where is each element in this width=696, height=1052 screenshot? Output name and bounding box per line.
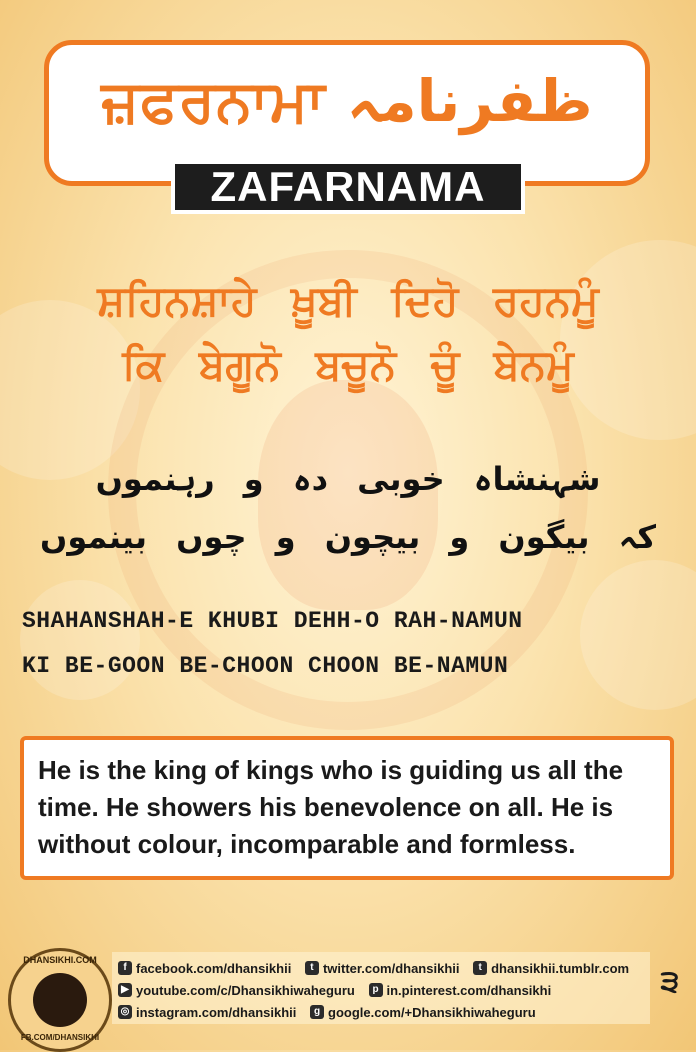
urdu-line-2: کہ بیگون و بیچون و چوں بینموں: [40, 518, 656, 556]
meaning-card: [20, 736, 674, 880]
footer: [0, 926, 696, 1050]
social-row-1: [118, 958, 639, 978]
social-row-3: [118, 1002, 546, 1022]
tumblr-link-text: dhansikhii.tumblr.com: [491, 960, 630, 976]
page-number: ੩: [660, 964, 680, 999]
transliteration-line-2: KI BE-GOON BE-CHOON CHOON BE-NAMUN: [22, 653, 509, 679]
logo-text-bottom: FB.COM/DHANSIKHI: [20, 1033, 100, 1042]
pinterest-link[interactable]: [369, 983, 552, 998]
transliteration-line-1: SHAHANSHAH-E KHUBI DEHH-O RAH-NAMUN: [22, 608, 523, 634]
dhansikhi-logo[interactable]: [8, 948, 112, 1052]
pinterest-icon: p: [369, 983, 383, 997]
instagram-icon: ◎: [118, 1005, 132, 1019]
google-plus-link-text: google.com/+Dhansikhiwaheguru: [328, 1004, 536, 1020]
bokeh-decoration: [580, 560, 696, 710]
facebook-link-text: facebook.com/dhansikhii: [136, 960, 292, 976]
pinterest-link-text: in.pinterest.com/dhansikhi: [386, 982, 552, 998]
twitter-icon: t: [305, 961, 319, 975]
twitter-link[interactable]: [305, 961, 460, 976]
title-english-label: ZAFARNAMA: [171, 160, 525, 214]
gurmukhi-line-2: ਕਿ ਬੇਗੂਨੋ ਬਚੂਨੋ ਚੂੰ ਬੇਨਮੂੰ: [122, 340, 574, 389]
tumblr-icon: t: [473, 961, 487, 975]
bokeh-decoration: [20, 580, 140, 700]
social-row-2: [118, 980, 561, 1000]
social-links-bar: [112, 952, 650, 1024]
google-plus-icon: g: [310, 1005, 324, 1019]
facebook-link[interactable]: [118, 961, 291, 976]
youtube-link[interactable]: [118, 983, 355, 998]
instagram-link[interactable]: [118, 1005, 296, 1020]
twitter-link-text: twitter.com/dhansikhii: [322, 960, 460, 976]
tumblr-link[interactable]: [473, 961, 629, 976]
google-plus-link[interactable]: [310, 1005, 536, 1020]
logo-portrait-icon: [33, 973, 87, 1027]
facebook-icon: f: [118, 961, 132, 975]
instagram-link-text: instagram.com/dhansikhii: [136, 1004, 297, 1020]
youtube-link-text: youtube.com/c/Dhansikhiwaheguru: [136, 982, 355, 998]
gurmukhi-line-1: ਸ਼ਹਿਨਸ਼ਾਹੇ ਖ਼ੂਬੀ ਦਿਹੋ ਰਹਨਮੂੰ: [97, 276, 599, 325]
meaning-text: He is the king of kings who is guiding us all the time. He showers his benevolence on all. He is without colour, incomparable and formless.: [38, 755, 624, 859]
title-script-text: ਜ਼ਫਰਨਾਮਾ ظفرنامہ: [101, 67, 593, 135]
youtube-icon: ▶: [118, 983, 132, 997]
urdu-line-1: شہنشاہ خوبی دہ و رہنموں: [95, 460, 601, 498]
logo-text-top: DHANSIKHI.COM: [23, 955, 97, 965]
